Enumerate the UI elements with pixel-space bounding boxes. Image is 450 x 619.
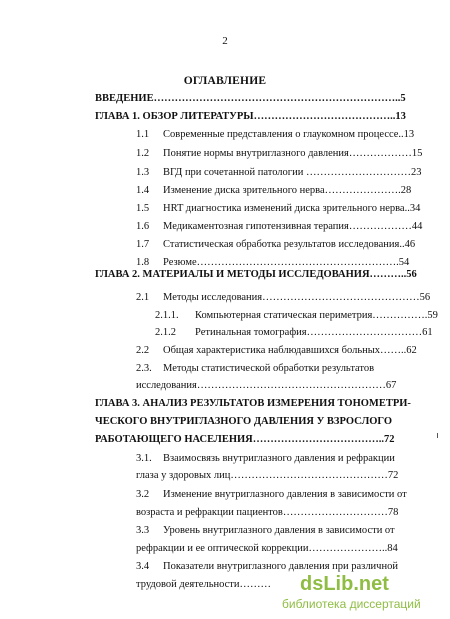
toc-row [95, 433, 395, 447]
toc-text: Показатели внутриглазного давления при различной [163, 561, 398, 572]
page-number: 2 [222, 35, 228, 47]
toc-text: Современные представления о глаукомном процессе..13 [163, 129, 415, 140]
toc-text: Медикаментозная гипотензивная терапия………………44 [163, 221, 423, 232]
toc-number: 1.1 [136, 129, 150, 140]
toc-number: 2.2 [136, 345, 150, 356]
toc-number: 3.1. [136, 453, 152, 464]
toc-text: Резюме………………………………………………….54 [163, 257, 410, 268]
toc-row [95, 415, 392, 429]
toc-text: Методы исследования………………………………………56 [163, 292, 431, 303]
toc-number: 3.4 [136, 561, 150, 572]
toc-text: глаза у здоровых лиц………………………………………72 [136, 470, 399, 481]
toc-text: Общая характеристика наблюдавшихся больных……..62 [163, 345, 417, 356]
watermark [282, 573, 450, 611]
toc-text: возраста и рефракции пациентов…………………………78 [136, 507, 399, 518]
toc-number: 2.1 [136, 292, 150, 303]
toc-text: Методы статистической обработки результатов [163, 363, 375, 374]
toc-row [95, 110, 406, 124]
toc-text: Взаимосвязь внутриглазного давления и рефракции [163, 453, 395, 464]
toc-number: 2.3. [136, 363, 152, 374]
toc-text: рефракции и ее оптической коррекции…………………..84 [136, 543, 398, 554]
toc-number: 1.6 [136, 221, 150, 232]
toc-row [95, 92, 406, 106]
toc-number: 3.2 [136, 489, 150, 500]
margin-mark [437, 433, 438, 438]
toc-text: ГЛАВА 1. ОБЗОР ЛИТЕРАТУРЫ…………………………………..13 [95, 111, 406, 122]
toc-text: ГЛАВА 3. АНАЛИЗ РЕЗУЛЬТАТОВ ИЗМЕРЕНИЯ ТОНОМЕТРИ- [95, 398, 411, 409]
toc-text: Ретинальная томография……………………………61 [195, 327, 433, 338]
toc-text: исследования………………………………………………67 [136, 380, 397, 391]
watermark-subtitle: библиотека диссертаций [282, 597, 421, 611]
toc-number: 1.7 [136, 239, 150, 250]
toc-number: 1.2 [136, 148, 150, 159]
toc-text: ЧЕСКОГО ВНУТРИГЛАЗНОГО ДАВЛЕНИЯ У ВЗРОСЛОГО [95, 416, 393, 427]
toc-text: РАБОТАЮЩЕГО НАСЕЛЕНИЯ………………………………..72 [95, 434, 395, 445]
toc-text: ВВЕДЕНИЕ……………………………………………………………..5 [95, 93, 406, 104]
toc-text: Компьютерная статическая периметрия…………….59 [195, 310, 438, 321]
toc-text: трудовой деятельности……… [136, 579, 271, 590]
toc-text: Уровень внутриглазного давления в зависимости от [163, 525, 395, 536]
toc-row [95, 268, 417, 282]
toc-number: 1.8 [136, 257, 150, 268]
toc-text: ВГД при сочетанной патологии …………………………23 [163, 167, 422, 178]
toc-number: 1.3 [136, 167, 150, 178]
toc-text: Изменение внутриглазного давления в зависимости от [163, 489, 407, 500]
toc-number: 1.5 [136, 203, 150, 214]
toc-text: Статистическая обработка результатов исследования..46 [163, 239, 416, 250]
toc-number: 2.1.1. [155, 310, 179, 321]
toc-number: 1.4 [136, 185, 150, 196]
toc-text: Понятие нормы внутриглазного давления………………15 [163, 148, 423, 159]
toc-number: 3.3 [136, 525, 150, 536]
toc-row [95, 397, 411, 411]
toc-text: ГЛАВА 2. МАТЕРИАЛЫ И МЕТОДЫ ИССЛЕДОВАНИЯ………..56 [95, 269, 417, 280]
watermark-logo: dsLib.net [300, 573, 389, 595]
page-title: ОГЛАВЛЕНИЕ [183, 75, 267, 87]
toc-number: 2.1.2 [155, 327, 176, 338]
toc-text: HRT диагностика изменений диска зрительного нерва..34 [163, 203, 421, 214]
toc-text: Изменение диска зрительного нерва………………….28 [163, 185, 412, 196]
